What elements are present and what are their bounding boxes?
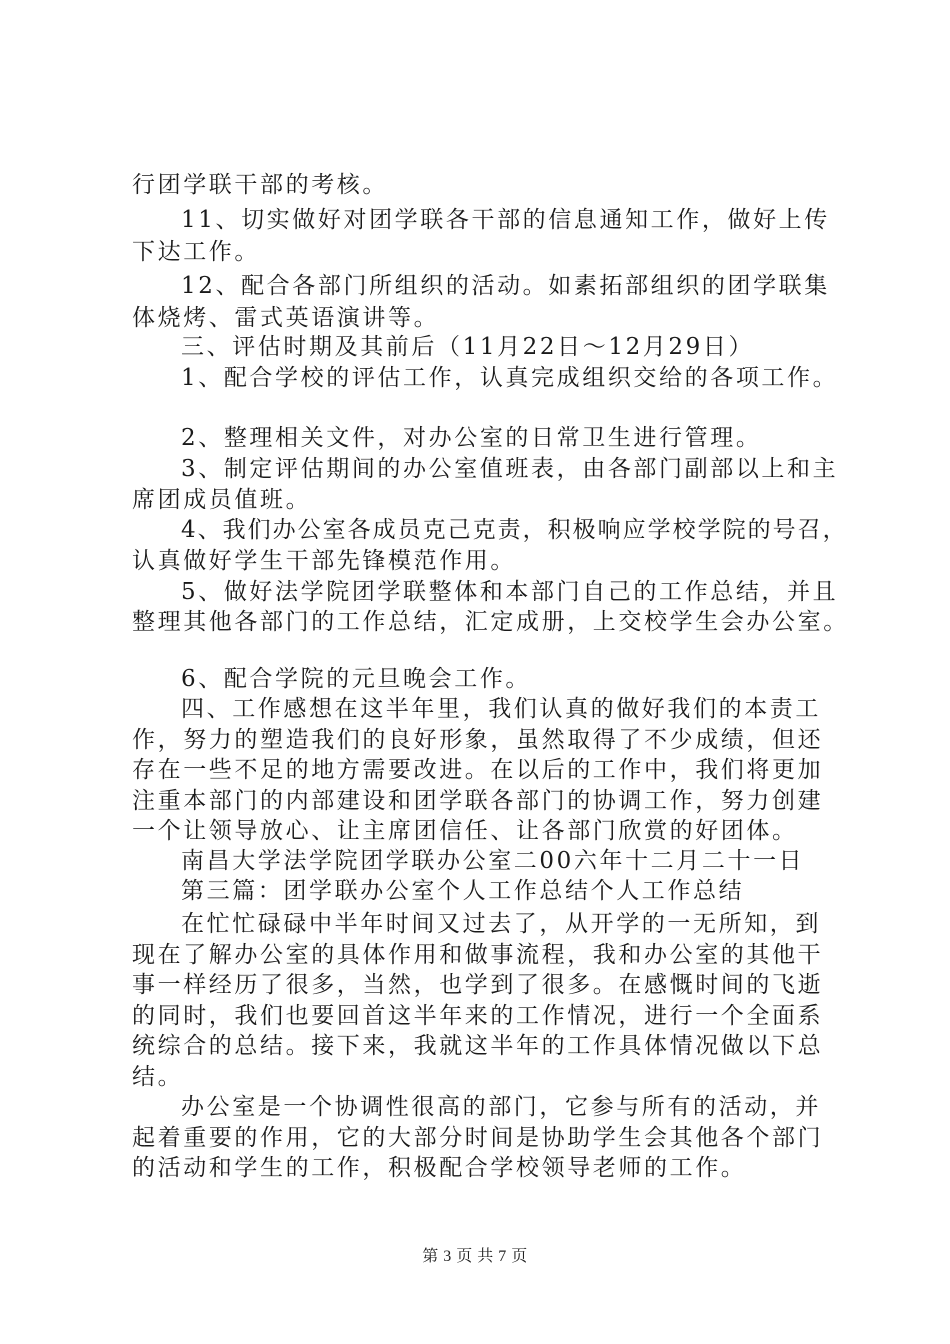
page-number-footer: 第 3 页 共 7 页	[422, 1248, 528, 1265]
body-line: 1、配合学校的评估工作，认真完成组织交给的各项工作。	[181, 365, 839, 391]
body-line: 席团成员值班。	[132, 487, 312, 513]
body-line: 的活动和学生的工作，积极配合学校领导老师的工作。	[132, 1155, 747, 1181]
body-line: 存在一些不足的地方需要改进。在以后的工作中，我们将更加	[132, 757, 824, 783]
body-line: 3、制定评估期间的办公室值班表，由各部门副部以上和主	[181, 456, 839, 482]
chapter-title: 第三篇：团学联办公室个人工作总结个人工作总结	[181, 878, 745, 904]
body-line: 认真做好学生干部先锋模范作用。	[132, 548, 516, 574]
body-line: 4、我们办公室各成员克己克责，积极响应学校学院的号召，	[181, 517, 848, 543]
body-line: 事一样经历了很多，当然，也学到了很多。在感慨时间的飞逝	[132, 972, 824, 998]
body-line: 在忙忙碌碌中半年时间又过去了，从开学的一无所知，到	[181, 911, 821, 937]
body-line: 11、切实做好对团学联各干部的信息通知工作，做好上传	[181, 207, 830, 233]
body-line: 整理其他各部门的工作总结，汇定成册，上交校学生会办公室。	[132, 609, 849, 635]
body-line: 6、配合学院的元旦晚会工作。	[181, 666, 532, 692]
body-line: 行团学联干部的考核。	[132, 172, 388, 198]
body-line: 办公室是一个协调性很高的部门，它参与所有的活动，并	[181, 1094, 821, 1120]
section-heading: 四、工作感想在这半年里，我们认真的做好我们的本责工	[181, 696, 821, 722]
body-line: 的同时，我们也要回首这半年来的工作情况，进行一个全面系	[132, 1003, 824, 1029]
body-line: 现在了解办公室的具体作用和做事流程，我和办公室的其他干	[132, 942, 824, 968]
body-line: 一个让领导放心、让主席团信任、让各部门欣赏的好团体。	[132, 818, 798, 844]
body-line: 12、配合各部门所组织的活动。如素拓部组织的团学联集	[181, 273, 830, 299]
body-line: 5、做好法学院团学联整体和本部门自己的工作总结，并且	[181, 579, 839, 605]
body-line: 下达工作。	[132, 239, 260, 265]
body-line: 2、整理相关文件，对办公室的日常卫生进行管理。	[181, 425, 762, 451]
section-heading: 三、评估时期及其前后（11月22日～12月29日）	[181, 334, 755, 360]
body-line: 作，努力的塑造我们的良好形象，虽然取得了不少成绩，但还	[132, 727, 824, 753]
body-line: 注重本部门的内部建设和团学联各部门的协调工作，努力创建	[132, 788, 824, 814]
body-line: 体烧烤、雷式英语演讲等。	[132, 305, 440, 331]
body-line: 起着重要的作用，它的大部分时间是协助学生会其他各个部门	[132, 1125, 824, 1151]
body-line: 统综合的总结。接下来，我就这半年的工作具体情况做以下总	[132, 1033, 824, 1059]
body-line: 结。	[132, 1064, 184, 1090]
signature-line: 南昌大学法学院团学联办公室二00六年十二月二十一日	[181, 848, 805, 874]
